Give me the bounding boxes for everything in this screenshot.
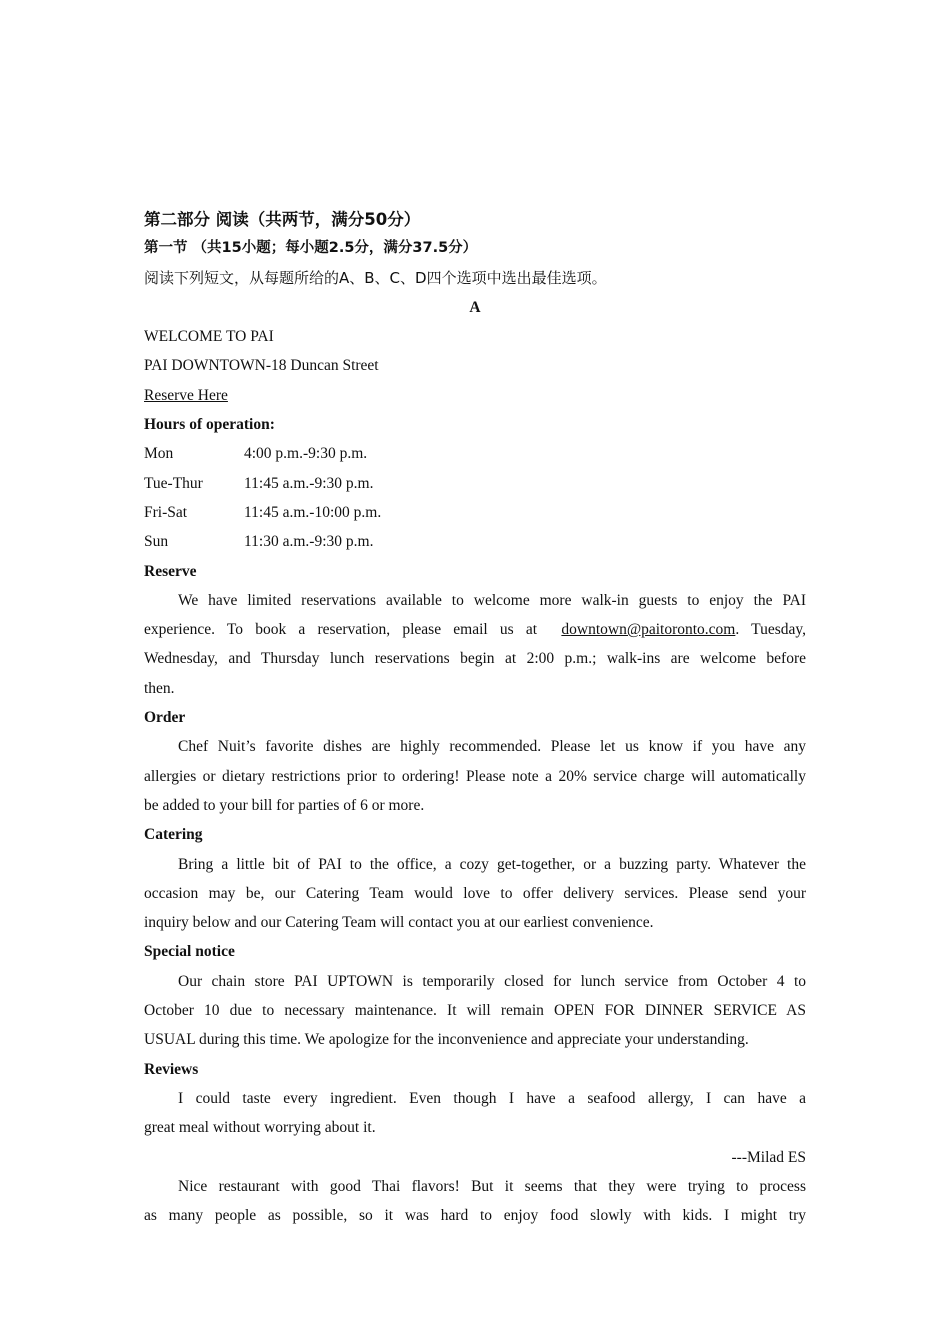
time: 11:30 a.m.-9:30 p.m. [244,533,374,551]
hours-row [144,439,806,468]
instruction: 阅读下列短文，从每题所给的A、B、C、D四个选项中选出最佳选项。 [144,268,607,287]
special-notice-heading: Special notice [144,943,235,961]
hours-table [144,439,806,556]
hours-heading: Hours of operation: [144,416,275,434]
time: 11:45 a.m.-10:00 p.m. [244,503,382,521]
document-page [144,205,806,1230]
paragraph-line: Bring a little bit of PAI to the office, a cozy get-together, or a buzzing party. Whatever the [178,855,806,873]
order-paragraph [144,732,806,820]
address: PAI DOWNTOWN-18 Duncan Street [144,357,379,375]
day: Mon [144,445,174,463]
paragraph-line: as many people as possible, so it was hard to enjoy food slowly with kids. I might try [144,1207,806,1225]
special-notice-paragraph [144,967,806,1055]
paragraph-line: inquiry below and our Catering Team will contact you at our earliest convenience. [144,914,654,932]
day: Tue-Thur [144,474,203,492]
reviews-heading: Reviews [144,1060,199,1078]
hours-row [144,498,806,527]
hours-row [144,469,806,498]
paragraph-line: Nice restaurant with good Thai flavors! But it seems that they were trying to process [178,1177,806,1195]
paragraph-line [144,615,806,644]
review-author: ---Milad ES [731,1148,806,1166]
paragraph-line: Chef Nuit’s favorite dishes are highly recommended. Please let us know if you have any [178,738,806,756]
paragraph-line: I could taste every ingredient. Even though I have a seafood allergy, I can have a [178,1089,806,1107]
paragraph-line: October 10 due to necessary maintenance. It will remain OPEN FOR DINNER SERVICE AS [144,1002,806,1020]
review-1 [144,1084,806,1143]
catering-paragraph [144,850,806,938]
review-2 [144,1172,806,1231]
paragraph-line: We have limited reservations available to welcome more walk-in guests to enjoy the PAI [178,591,806,609]
hours-row [144,527,806,556]
paragraph-line: Our chain store PAI UPTOWN is temporarily closed for lunch service from October 4 to [178,972,806,990]
text: experience. To book a reservation, please email us at [144,621,538,639]
paragraph-line: Wednesday, and Thursday lunch reservations begin at 2:00 p.m.; walk-ins are welcome before [144,650,806,668]
time: 4:00 p.m.-9:30 p.m. [244,445,368,463]
part-title: 第二部分 阅读（共两节，满分50分） [144,210,421,229]
paragraph-line: USUAL during this time. We apologize for the inconvenience and appreciate your understanding. [144,1031,749,1049]
reserve-here-link[interactable]: Reserve Here [144,386,228,404]
section-title: 第一节 （共15小题；每小题2.5分，满分37.5分） [144,240,478,257]
paragraph-line: then. [144,679,175,697]
text: . Tuesday, [735,621,806,639]
reserve-heading: Reserve [144,562,197,580]
paragraph-line: allergies or dietary restrictions prior to ordering! Please note a 20% service charge will automatically [144,767,806,785]
paragraph-line: be added to your bill for parties of 6 or more. [144,796,425,814]
passage-label: A [469,298,481,316]
day: Fri-Sat [144,503,188,521]
paragraph-line: great meal without worrying about it. [144,1119,376,1137]
paragraph-line: occasion may be, our Catering Team would love to offer delivery services. Please send your [144,884,806,902]
catering-heading: Catering [144,826,203,844]
time: 11:45 a.m.-9:30 p.m. [244,474,374,492]
day: Sun [144,533,169,551]
email-link[interactable]: downtown@paitoronto.com [561,621,736,639]
welcome-heading: WELCOME TO PAI [144,328,274,346]
order-heading: Order [144,709,186,727]
